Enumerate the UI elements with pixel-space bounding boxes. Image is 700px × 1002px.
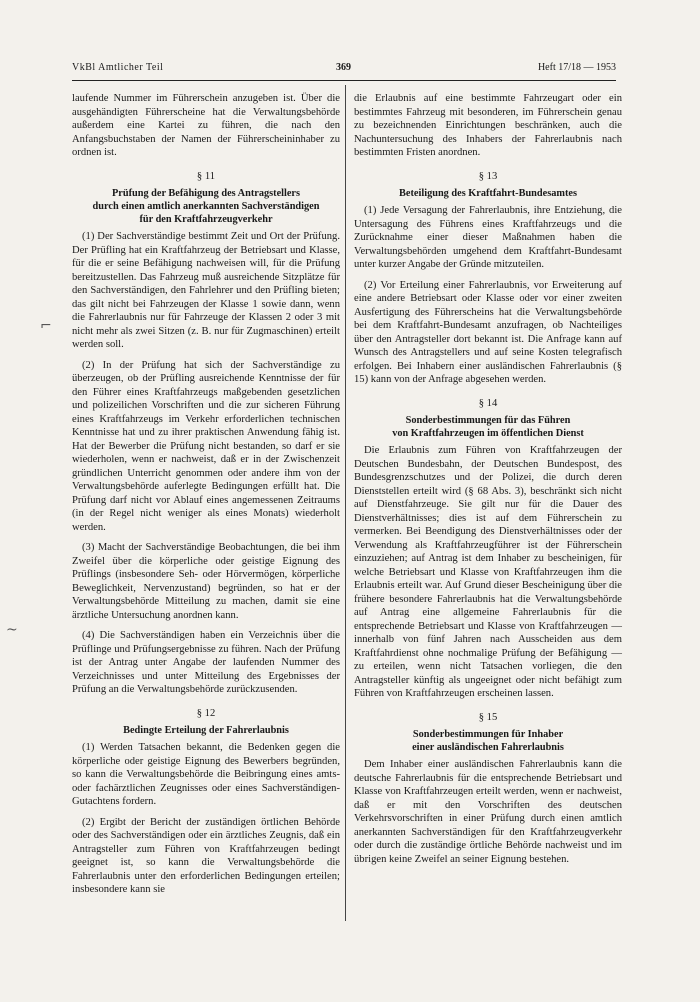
paragraph: die Erlaubnis auf eine bestimmte Fahrzeugart oder ein bestimmtes Fahrzeug mit besonderen, im Führerschein genau zu bezeichnenden Einrichtungen beschränken, auch die Nachuntersuchung des Inhabers der Fahrerlaubnis nach bestimmten Fristen anordnen.: [354, 93, 622, 158]
paragraph: (1) Jede Versagung der Fahrerlaubnis, ihre Entziehung, die Untersagung des Führens eines Kraftfahrzeugs und die Zurücknahme einer dieser Maßnahmen haben die Verwaltungsbehörden umgehend dem Kraftfahrt-Bundesamt unter kurzer Angabe der Gründe mitzuteilen.: [354, 205, 622, 270]
section-title-line: durch einen amtlich anerkannten Sachverständigen: [92, 201, 320, 212]
header-publication: VkBl Amtlicher Teil: [72, 62, 164, 73]
section-title-line: Prüfung der Befähigung des Antragstellers: [111, 188, 301, 199]
column-divider: [345, 85, 346, 921]
paragraph: (3) Macht der Sachverständige Beobachtungen, die bei ihm Zweifel über die körperliche oder geistige Eignung des Prüflings (insbesondere Seh- oder Hörvermögen, körperliche Beweglichkeit, Nervenzustand) begründen, so hat er der Verwaltungsbehörde Mitteilung zu machen, damit sie eine ärztliche Untersuchung anordnen kann.: [72, 542, 340, 621]
paragraph: (4) Die Sachverständigen haben ein Verzeichnis über die Prüflinge und Prüfungsergebnisse zu führen. Nach der Prüfung ist der Antrag unter Angabe der laufenden Nummer des Verzeichnisses und unter Mitteilung des Ergebnisses der Prüfung an die Verwaltungsbehörde zurückzusenden.: [72, 630, 340, 695]
section-title-line: von Kraftfahrzeugen im öffentlichen Dienst: [392, 428, 584, 439]
paragraph: Die Erlaubnis zum Führen von Kraftfahrzeugen der Deutschen Bundesbahn, der Deutschen Bundespost, des Bundesgrenzschutzes und der Polizei, die durch deren Dienststellen erteilt wird (§ 68 Abs. 3), beschränkt sich nicht auf Dienstfahrzeuge. Sie gilt nur für die Dauer des Dienstverhältnisses; dies ist auf dem Führerschein zu vermerken. Bei Beendigung des Dienstverhältnisses oder der Verwendung als Kraftfahrzeugführer ist der Führerschein einzuziehen; auf Antrag ist dem Inhaber zu bescheinigen, für welche Betriebsart und Klasse von Kraftfahrzeugen ihm die Erlaubnis erteilt war. Auf Grund dieser Bescheinigung über die frühere besondere Fahrerlaubnis hat die Verwaltungsbehörde auf Antrag eine allgemeine Fahrerlaubnis für die entsprechende Betriebsart und Klasse von Kraftfahrzeugen — innerhalb von fünf Jahren nach Ausscheiden aus dem Kraftfahrdienst ohne nochmalige Prüfung der Befähigung — zu erteilen, wenn nicht Tatsachen vorliegen, die den Antragsteller künftig als ungeeignet oder nicht befähigt zum Führen von Kraftfahrzeugen erscheinen lassen.: [354, 445, 622, 699]
section-number: § 15: [478, 711, 498, 723]
paragraph: (1) Der Sachverständige bestimmt Zeit und Ort der Prüfung. Der Prüfling hat ein Kraftfahrzeug der Betriebsart und Klasse, für die er seine Befähigung nachweisen will, für die Prüfung bereitzustellen. Das Fahrzeug muß ausreichende Sitzplätze für den Sachverständigen, den Fahrlehrer und den Prüfling bieten; das gilt nicht bei Fahrzeugen der Klasse 1 sowie dann, wenn die Fahrerlaubnis nur für Fahrzeuge der Klassen 2 oder 3 mit nicht mehr als zwei Sitzen (z. B. nur für Zugmaschinen) erteilt werden soll.: [72, 231, 340, 350]
paragraph: (1) Werden Tatsachen bekannt, die Bedenken gegen die körperliche oder geistige Eignung des Bewerbers begründen, so kann die Verwaltungsbehörde die Beibringung eines amts- oder fachärztlichen Zeugnisses oder eines Sachverständigen-Gutachtens fordern.: [72, 742, 340, 807]
section-title-line: Sonderbestimmungen für Inhaber: [412, 729, 564, 740]
header-issue: Heft 17/18 — 1953: [537, 62, 616, 73]
section-title-line: Bedingte Erteilung der Fahrerlaubnis: [123, 725, 289, 736]
section-title-line: für den Kraftfahrzeugverkehr: [139, 214, 273, 225]
section-number: § 14: [478, 397, 498, 409]
paragraph: (2) In der Prüfung hat sich der Sachverständige zu überzeugen, ob der Prüfling ausreichende Kenntnisse der für den Führer eines Kraftfahrzeugs maßgebenden gesetzlichen und polizeilichen Vorschriften und die zur sicheren Führung eines Kraftfahrzeugs im Verkehr erforderlichen technischen Kenntnisse hat und zu ihrer praktischen Anwendung fähig ist. Hat der Bewerber die Prüfung nicht bestanden, so darf er sie wiederholen, wenn er nachweist, daß er in der Zwischenzeit gründlichen Unterricht genommen oder andere ihm von der Verwaltungsbehörde auferlegte Bedingungen erfüllt hat. Die Prüfung darf nicht vor Ablauf eines angemessenen Zeitraums (in der Regel nicht weniger als eines Monats) wiederholt werden.: [72, 359, 340, 533]
margin-mark-icon: ⌐: [40, 318, 52, 334]
section-title-line: Beteiligung des Kraftfahrt-Bundesamtes: [399, 188, 577, 199]
page-number: 369: [336, 62, 351, 73]
left-column: [72, 92, 340, 904]
section-number: § 11: [196, 170, 216, 182]
section-title: [72, 187, 340, 226]
paragraph: (2) Ergibt der Bericht der zuständigen örtlichen Behörde oder des Sachverständigen oder ein ärztliches Zeugnis, daß ein Antragsteller zum Führen von Kraftfahrzeugen bedingt geeignet ist, so kann die Verwaltungsbehörde die Fahrerlaubnis unter den erforderlichen Bedingungen erteilen; insbesondere kann sie: [72, 816, 340, 895]
running-header: [72, 62, 616, 78]
section-number: § 12: [196, 707, 216, 719]
right-column: [354, 92, 622, 873]
header-rule: [72, 80, 616, 81]
section-number: § 13: [478, 170, 498, 182]
margin-scribble-icon: ~: [6, 622, 18, 638]
section-title-line: einer ausländischen Fahrerlaubnis: [412, 742, 564, 753]
section-title: [72, 724, 340, 737]
section-title: [354, 728, 622, 754]
section-title-line: Sonderbestimmungen für das Führen: [405, 415, 571, 426]
paragraph: laufende Nummer im Führerschein anzugeben ist. Über die ausgehändigten Führerscheine hat die Verwaltungsbehörde außerdem eine Kartei zu führen, die nach den Anfangsbuchstaben der Namen der Führerscheininhaber zu ordnen ist.: [72, 93, 340, 158]
paragraph: Dem Inhaber einer ausländischen Fahrerlaubnis kann die deutsche Fahrerlaubnis für die entsprechende Betriebsart und Klasse von Kraftfahrzeugen erteilt werden, wenn er nachweist, daß er mit den Vorschriften des deutschen Verkehrsvorschriften in einer Prüfung durch einen amtlich anerkannten Sachverständigen für den Kraftfahrzeugverkehr oder durch die zuständige örtliche Behörde nachweist und im übrigen keine Zweifel an seiner Eignung bestehen.: [354, 759, 622, 865]
section-title: [354, 414, 622, 440]
section-title: [354, 187, 622, 200]
paragraph: (2) Vor Erteilung einer Fahrerlaubnis, vor Erweiterung auf eine andere Betriebsart oder Klasse oder vor einer zweiten Ausfertigung des Führerscheins hat die Verwaltungsbehörde bei dem Kraftfahrt-Bundesamt anzufragen, ob Nachteiliges über den Antragsteller dort bekannt ist. Die Anfrage kann auf Wunsch des Antragstellers und auf seine Kosten telegrafisch erfolgen. Bei Inhabern einer ausländischen Fahrerlaubnis (§ 15) kann von der Anfrage abgesehen werden.: [354, 279, 622, 385]
